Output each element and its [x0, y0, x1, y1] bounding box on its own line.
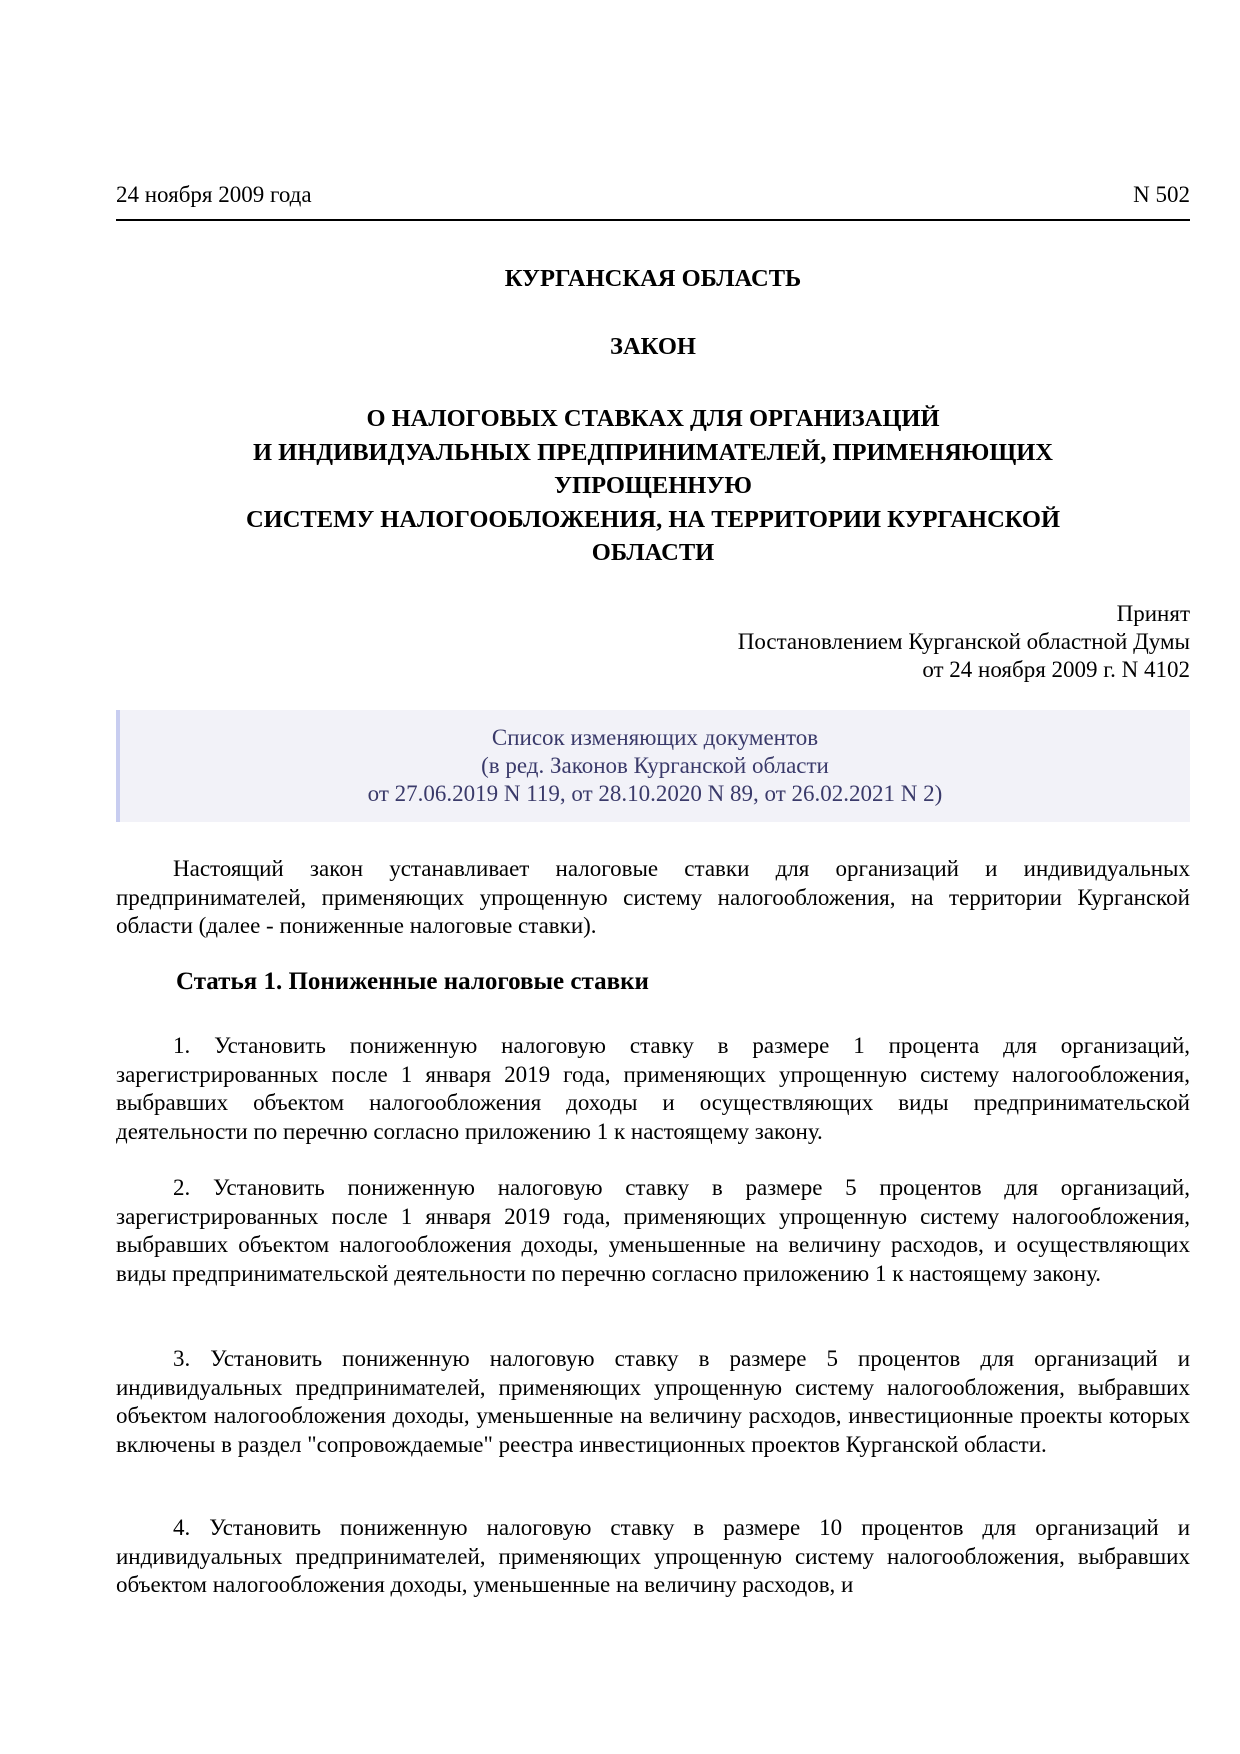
header-divider: [116, 219, 1190, 221]
amendments-line: Список изменяющих документов: [491, 725, 819, 750]
document-date: 24 ноября 2009 года: [116, 182, 312, 207]
title-line: ОБЛАСТИ: [591, 539, 715, 566]
doc-type-heading: ЗАКОН: [610, 333, 696, 360]
amendments-box: [116, 710, 1190, 822]
amendments-line: от 27.06.2019 N 119, от 28.10.2020 N 89, от 26.02.2021 N 2): [367, 781, 943, 806]
amendments-line: (в ред. Законов Курганской области: [481, 753, 829, 778]
acceptance-line: Принят: [1116, 601, 1190, 626]
article-paragraph: 2. Установить пониженную налоговую ставку в размере 5 процентов для организаций, зарегистрированных после 1 января 2019 года, применяющих упрощенную систему налогообложения, выбравших объектом налогообложения доходы, уменьшенные на величину расходов, и осуществляющих виды предпринимательской деятельности по перечню согласно приложению 1 к настоящему закону.: [116, 1175, 1190, 1287]
acceptance-line: Постановлением Курганской областной Думы: [737, 629, 1190, 654]
document-number: N 502: [1133, 182, 1190, 207]
article-heading: Статья 1. Пониженные налоговые ставки: [176, 968, 649, 995]
acceptance-line: от 24 ноября 2009 г. N 4102: [922, 657, 1190, 682]
article-paragraph: 4. Установить пониженную налоговую ставку в размере 10 процентов для организаций и индивидуальных предпринимателей, применяющих упрощенную систему налогообложения, выбравших объектом налогообложения доходы, уменьшенные на величину расходов, и: [116, 1515, 1190, 1598]
title-line: И ИНДИВИДУАЛЬНЫХ ПРЕДПРИНИМАТЕЛЕЙ, ПРИМЕНЯЮЩИХ: [252, 438, 1054, 466]
region-heading: КУРГАНСКАЯ ОБЛАСТЬ: [504, 265, 802, 292]
title-line: СИСТЕМУ НАЛОГООБЛОЖЕНИЯ, НА ТЕРРИТОРИИ КУРГАНСКОЙ: [245, 505, 1061, 533]
article-paragraph: 1. Установить пониженную налоговую ставку в размере 1 процента для организаций, зарегистрированных после 1 января 2019 года, применяющих упрощенную систему налогообложения, выбравших объектом налогообложения доходы и осуществляющих виды предпринимательской деятельности по перечню согласно приложению 1 к настоящему закону.: [116, 1033, 1190, 1145]
law-title: [116, 402, 1190, 570]
title-line: О НАЛОГОВЫХ СТАВКАХ ДЛЯ ОРГАНИЗАЦИЙ: [366, 405, 940, 432]
article-paragraph: 3. Установить пониженную налоговую ставку в размере 5 процентов для организаций и индивидуальных предпринимателей, применяющих упрощенную систему налогообложения, выбравших объектом налогообложения доходы, уменьшенные на величину расходов, инвестиционные проекты которых включены в раздел "сопровождаемые" реестра инвестиционных проектов Курганской области.: [116, 1346, 1190, 1458]
acceptance-note: [116, 600, 1190, 684]
title-line: УПРОЩЕННУЮ: [554, 472, 752, 499]
document-header: [116, 182, 1190, 210]
preamble-paragraph: Настоящий закон устанавливает налоговые ставки для организаций и индивидуальных предпринимателей, применяющих упрощенную систему налогообложения, на территории Курганской области (далее - пониженные налоговые ставки).: [116, 856, 1190, 939]
